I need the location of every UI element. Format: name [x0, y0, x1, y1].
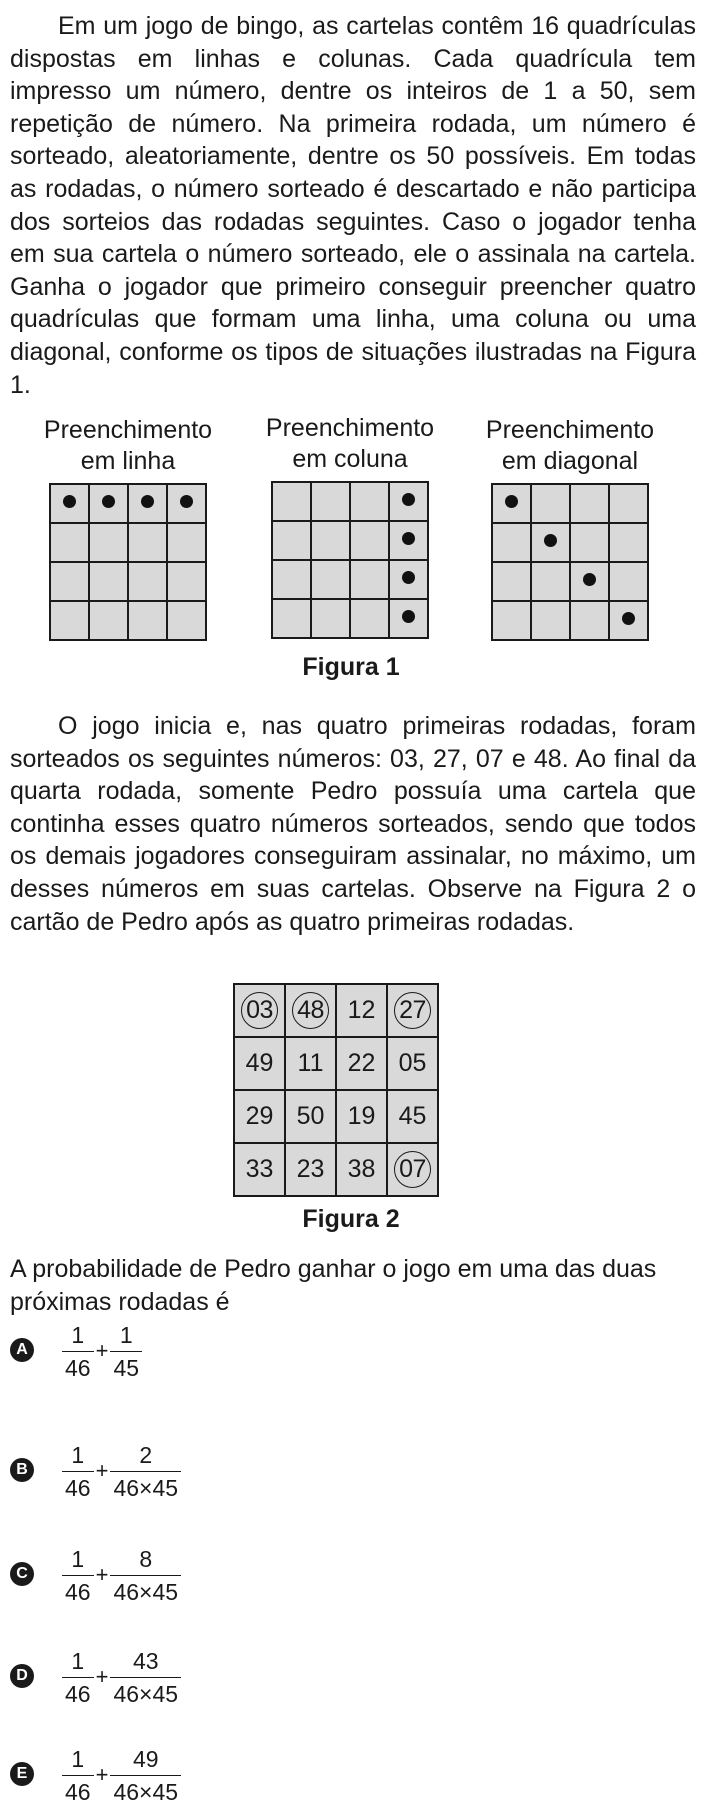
game-paragraph: O jogo inicia e, nas quatro primeiras rodadas, foram sorteados os seguintes números: 03, 27, 07 e 48. Ao final da quarta rodada, somente Pedro possuía uma cartela que continha esses quatro números sorteados, sendo que todos os demais jogadores conseguiram assinalar, no máximo, um desses números em suas cartelas. Observe na Figura 2 o cartão de Pedro após as quatro primeiras rodadas.: [10, 712, 696, 936]
figure-1-diagonal-fill: [460, 415, 680, 641]
plus-sign: +: [95, 1562, 109, 1587]
numerator: 8: [139, 1545, 153, 1572]
figure-1-column-fill: [240, 413, 460, 639]
denominator: 45: [110, 1351, 142, 1381]
fraction: [110, 1746, 181, 1805]
card-cell: 29: [234, 1090, 285, 1143]
denominator: 46: [62, 1351, 94, 1381]
intro-paragraph: Em um jogo de bingo, as cartelas contêm 16 quadrículas dispostas em linhas e colunas. Cada quadrícula tem impresso um número, dentre os inteiros de 1 a 50, sem repetição de número. Na primeira rodada, um número é sorteado, aleatoriamente, dentre os 50 possíveis. Em todas as rodadas, o número sorteado é descartado e não participa dos sorteios das rodadas seguintes. Caso o jogador tenha em sua cartela o número sorteado, ele o assinala na cartela. Ganha o jogador que primeiro conseguir preencher quatro quadrículas que formam uma linha, uma coluna ou uma diagonal, conforme os tipos de situações ilustradas na Figura 1.: [10, 12, 696, 399]
card-cell: 11: [285, 1037, 336, 1090]
figure-1-row-fill: [18, 415, 238, 641]
option-c[interactable]: [10, 1540, 410, 1610]
card-cell: 50: [285, 1090, 336, 1143]
figure-1-caption: [460, 415, 680, 483]
denominator: 46×45: [110, 1677, 181, 1707]
plus-sign: +: [95, 1664, 109, 1689]
caption-line: em linha: [80, 447, 176, 475]
numerator: 1: [71, 1545, 85, 1572]
pedro-card: [233, 983, 439, 1197]
numerator: 49: [132, 1745, 159, 1772]
plus-sign: +: [95, 1338, 109, 1363]
plus-sign: +: [95, 1458, 109, 1483]
bingo-grid-column: [271, 481, 429, 639]
card-cell: 38: [336, 1143, 387, 1196]
plus-sign: +: [95, 1762, 109, 1787]
card-cell: 22: [336, 1037, 387, 1090]
dot-mark: [622, 612, 635, 625]
caption-line: Preenchimento: [485, 416, 655, 444]
denominator: 46: [62, 1677, 94, 1707]
card-cell: [234, 984, 285, 1037]
card-cell: 23: [285, 1143, 336, 1196]
option-a[interactable]: [10, 1316, 410, 1386]
option-expression: [62, 1540, 181, 1610]
fraction: [62, 1442, 94, 1501]
drawn-number-circle: 27: [394, 992, 431, 1029]
fraction: [110, 1546, 181, 1605]
denominator: 46×45: [110, 1575, 181, 1605]
dot-mark: [544, 534, 557, 547]
dot-mark: [402, 610, 415, 623]
numerator: 1: [71, 1441, 85, 1468]
option-letter-badge: D: [10, 1664, 34, 1688]
drawn-number-circle: 48: [292, 992, 329, 1029]
numerator: 1: [71, 1745, 85, 1772]
card-cell: 45: [387, 1090, 438, 1143]
option-letter-badge: C: [10, 1562, 34, 1586]
figure-1-caption: [18, 415, 238, 483]
card-cell: 12: [336, 984, 387, 1037]
denominator: 46: [62, 1471, 94, 1501]
dot-mark: [63, 495, 76, 508]
dot-mark: [102, 495, 115, 508]
card-cell: [387, 1143, 438, 1196]
numerator: 43: [132, 1647, 159, 1674]
fraction: [62, 1322, 94, 1381]
drawn-number-circle: 03: [241, 992, 278, 1029]
dot-mark: [141, 495, 154, 508]
card-cell: 19: [336, 1090, 387, 1143]
option-e[interactable]: [10, 1740, 410, 1810]
denominator: 46: [62, 1775, 94, 1805]
fraction: [62, 1648, 94, 1707]
question-text: A probabilidade de Pedro ganhar o jogo em uma das duas próximas rodadas é: [10, 1255, 657, 1316]
option-expression: [62, 1436, 181, 1506]
denominator: 46: [62, 1575, 94, 1605]
card-cell: 49: [234, 1037, 285, 1090]
numerator: 1: [119, 1321, 133, 1348]
option-expression: [62, 1316, 142, 1386]
option-letter-badge: B: [10, 1458, 34, 1482]
figure-1-caption: [240, 413, 460, 481]
dot-mark: [583, 573, 596, 586]
dot-mark: [402, 493, 415, 506]
option-expression: [62, 1642, 181, 1712]
figure-1-label: Figura 1: [302, 653, 400, 681]
option-b[interactable]: [10, 1436, 410, 1506]
option-letter-badge: A: [10, 1338, 34, 1362]
numerator: 1: [71, 1321, 85, 1348]
dot-mark: [180, 495, 193, 508]
fraction: [110, 1322, 142, 1381]
dot-mark: [402, 532, 415, 545]
card-cell: [285, 984, 336, 1037]
fraction: [110, 1648, 181, 1707]
caption-line: em diagonal: [501, 447, 639, 475]
fraction: [62, 1546, 94, 1605]
drawn-number-circle: 07: [394, 1151, 431, 1188]
fraction: [62, 1746, 94, 1805]
caption-line: Preenchimento: [265, 414, 435, 442]
figure-1: [0, 415, 702, 685]
option-letter-badge: E: [10, 1762, 34, 1786]
denominator: 46×45: [110, 1775, 181, 1805]
numerator: 1: [71, 1647, 85, 1674]
numerator: 2: [139, 1441, 153, 1468]
bingo-grid-diagonal: [491, 483, 649, 641]
figure-2-label: Figura 2: [302, 1205, 400, 1233]
fraction: [110, 1442, 181, 1501]
caption-line: Preenchimento: [43, 416, 213, 444]
bingo-grid-row: [49, 483, 207, 641]
card-cell: [387, 984, 438, 1037]
card-cell: 33: [234, 1143, 285, 1196]
option-d[interactable]: [10, 1642, 410, 1712]
dot-mark: [505, 495, 518, 508]
option-expression: [62, 1740, 181, 1810]
card-cell: 05: [387, 1037, 438, 1090]
caption-line: em coluna: [292, 445, 408, 473]
dot-mark: [402, 571, 415, 584]
denominator: 46×45: [110, 1471, 181, 1501]
